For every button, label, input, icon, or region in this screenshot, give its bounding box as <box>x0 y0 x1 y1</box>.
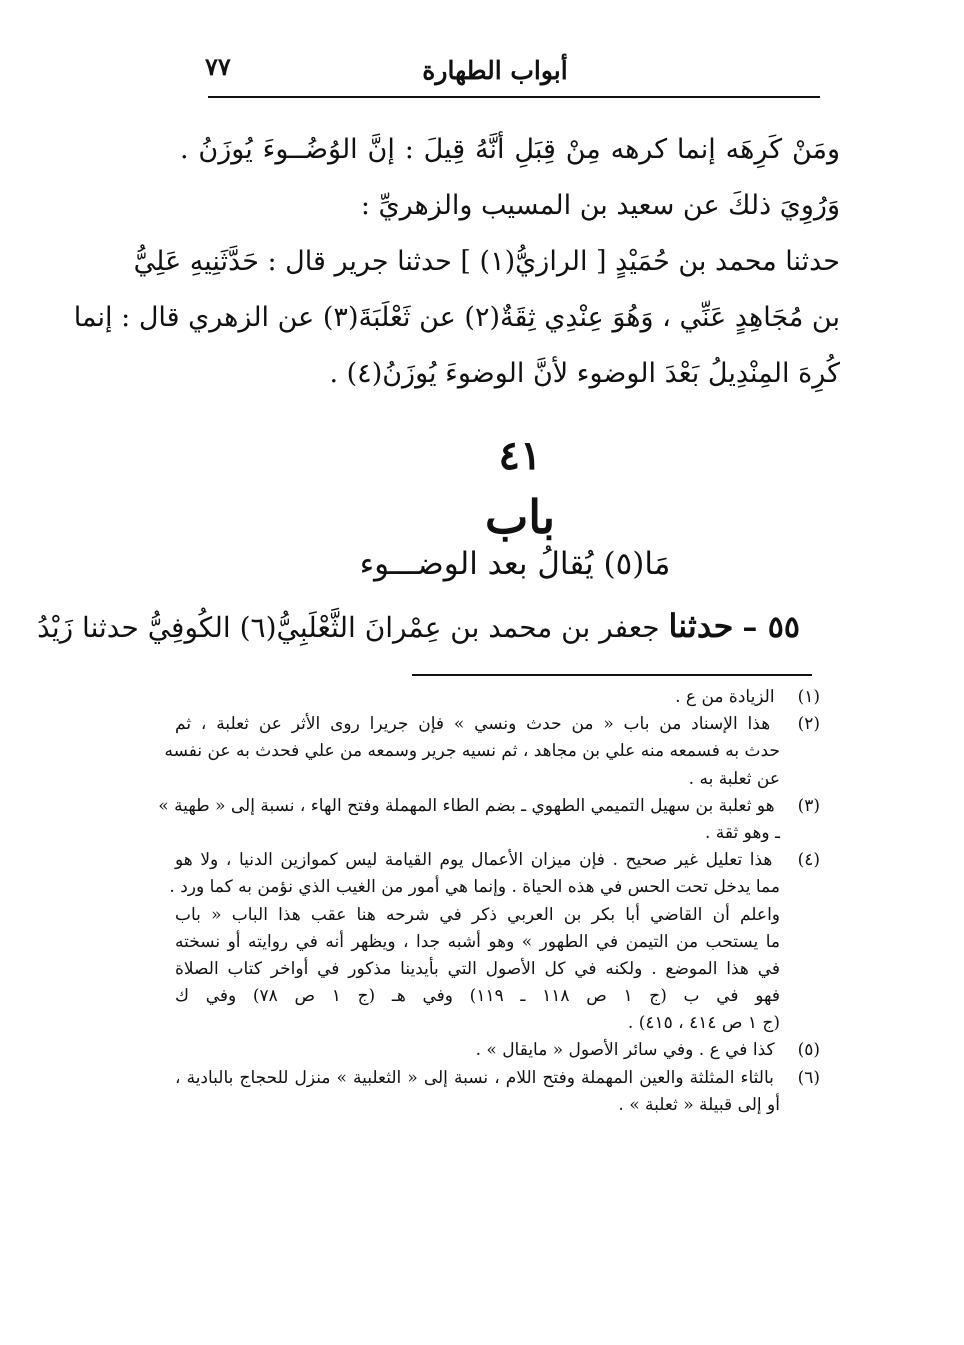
footnote-text: في هذا الموضع . ولكنه في كل الأصول التي بأيدينا مذكور في أواخر كتاب الصلاة <box>175 958 780 979</box>
footnote-number: (٢) <box>797 714 821 735</box>
footnote-line <box>158 793 820 820</box>
footnote-text: واعلم أن القاضي أبا بكر بن العربي ذكر في شرحه هنا عقب هذا الباب « باب <box>175 904 780 925</box>
main-text-line: وَرُوِيَ ذلكَ عن سعيد بن المسيب والزهريِّ : <box>360 190 840 221</box>
footnote-line <box>164 738 820 765</box>
footnote-number: (٦) <box>797 1067 820 1088</box>
footnote-text: (ج ١ ص ٤١٤ ، ٤١٥) . <box>627 1013 780 1034</box>
footnote-number: (١) <box>797 687 820 707</box>
hadith-number: ٥٥ – <box>742 610 800 645</box>
footnote-text: ما يستحب من التيمن في الطهور » وهو أشبه جدا ، ويظهر أنه في روايته أو نسخته <box>175 931 780 952</box>
footnote-number: (٥) <box>797 1040 820 1061</box>
page-number: ٧٧ <box>205 52 231 81</box>
footnote-line <box>175 847 820 874</box>
footnotes-divider <box>412 674 812 676</box>
footnote-text: حدث به فسمعه منه علي بن مجاهد ، ثم نسيه جرير وسمعه من علي فحدث به عن نفسه <box>164 741 780 762</box>
footnote-line <box>175 1037 820 1064</box>
chapter-subtitle: مَا(٥) يُقالُ بعد الوضـــوء <box>359 546 671 582</box>
footnote-text: هو ثعلبة بن سهيل التميمي الطهوي ـ بضم الطاء المهملة وفتح الهاء ، نسبة إلى « طهية » <box>158 795 775 816</box>
footnote-line <box>175 956 820 983</box>
main-text-block <box>73 122 840 402</box>
footnote-text: كذا في ع . وفي سائر الأصول « مايقال » . <box>475 1040 775 1061</box>
main-text-line: بن مُجَاهِدٍ عَنِّي ، وَهُوَ عِنْدِي ثِقَةٌ(٢) عن ثَعْلَبَةَ(٣) عن الزهري قال : إنما <box>73 302 840 333</box>
footnote-number: (٤) <box>797 850 821 871</box>
footnote-number: (٣) <box>797 795 820 816</box>
footnote-line <box>175 711 820 738</box>
main-text-line: ومَنْ كَرِهَه إنما كرهه مِنْ قِبَلِ أنَّهُ قِيلَ : إنَّ الوُضُــوءَ يُوزَنُ . <box>180 134 840 165</box>
footnote-line <box>175 684 820 711</box>
main-text-line: حدثنا محمد بن حُمَيْدٍ [ الرازيُّ(١) ] حدثنا جرير قال : حَدَّثَنِيهِ عَلِيُّ <box>133 246 840 277</box>
footnote-line <box>175 1010 820 1037</box>
hadith-text: جعفر بن محمد بن عِمْرانَ الثَّعْلَبِيُّ(٦) الكُوفِيُّ حدثنا زَيْدُ <box>37 611 660 644</box>
chapter-number: ٤١ <box>498 432 542 479</box>
footnote-text: ـ وهو ثقة . <box>705 822 780 843</box>
footnote-line <box>169 874 820 901</box>
footnotes-block <box>158 684 821 1119</box>
chapter-label: باب <box>484 490 556 544</box>
footnote-line <box>175 1092 820 1119</box>
footnote-text: عن ثعلبة به . <box>688 768 780 789</box>
footnote-text: أو إلى قبيلة « ثعلبة » . <box>618 1094 780 1115</box>
footnote-line <box>175 820 820 847</box>
footnote-line <box>175 766 820 793</box>
footnote-text: فهو في ب (ج ١ ص ١١٨ ـ ١١٩) وفي هـ (ج ١ ص ٧٨) وفي ك <box>175 986 780 1007</box>
footnote-text: بالثاء المثلثة والعين المهملة وفتح اللام ، نسبة إلى « الثعلبية » منزل للحجاج بالبادية ، <box>175 1067 774 1088</box>
hadith-line <box>37 596 800 658</box>
main-text-line: كُرِهَ المِنْدِيلُ بَعْدَ الوضوء لأنَّ الوضوءَ يُوزَنُ(٤) . <box>329 358 840 389</box>
header-divider <box>208 96 820 98</box>
footnote-text: هذا الإسناد من باب « من حدث ونسي » فإن جريرا روى الأثر عن ثعلبة ، ثم <box>175 714 771 735</box>
footnote-text: هذا تعليل غير صحيح . فإن ميزان الأعمال يوم القيامة ليس كموازين الدنيا ، ولا هو <box>175 850 773 871</box>
footnote-text: الزيادة من ع . <box>675 687 775 707</box>
footnote-text: مما يدخل تحت الحس في هذه الحياة . وإنما هي أمور من الغيب الذي نؤمن به كما ورد . <box>169 877 780 898</box>
footnote-line <box>175 983 820 1010</box>
footnote-line <box>175 902 820 929</box>
footnote-line <box>175 1065 820 1092</box>
running-header-title: أبواب الطهارة <box>422 56 568 85</box>
hadith-opening: حدثنا <box>668 607 734 645</box>
footnote-line <box>175 929 820 956</box>
